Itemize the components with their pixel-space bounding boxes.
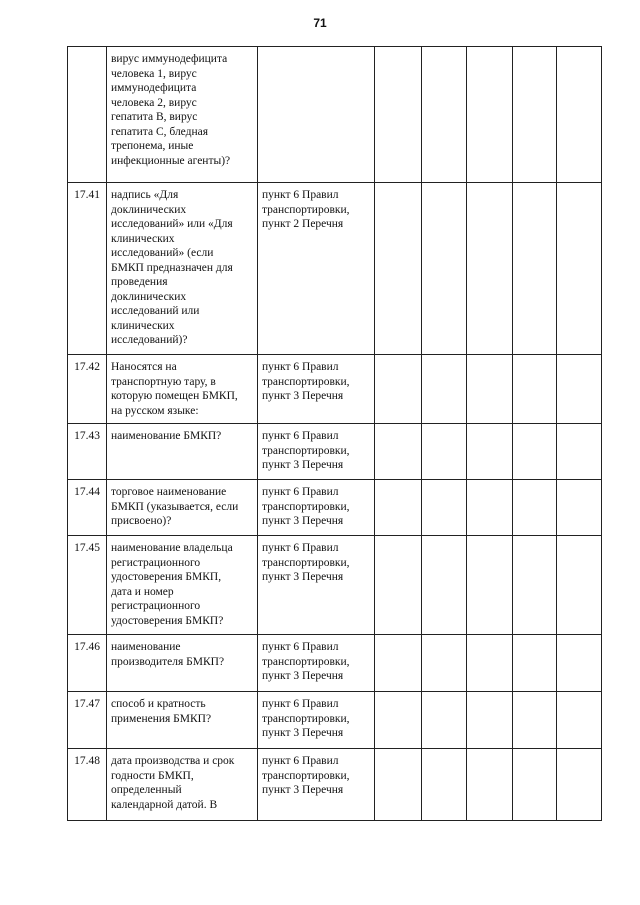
- answer-yes-cell[interactable]: [375, 635, 422, 692]
- answer-na-cell[interactable]: [467, 424, 513, 480]
- answer-no-cell[interactable]: [422, 536, 467, 635]
- note-cell[interactable]: [513, 47, 557, 183]
- comment-cell[interactable]: [557, 749, 602, 821]
- item-reference: пункт 6 Правил транспортировки, пункт 3 Перечня: [258, 536, 375, 635]
- table-row: [68, 355, 602, 424]
- item-number: 17.42: [68, 355, 107, 424]
- answer-yes-cell[interactable]: [375, 536, 422, 635]
- note-cell[interactable]: [513, 749, 557, 821]
- item-number: [68, 47, 107, 183]
- item-question: вирус иммунодефицита человека 1, вирус иммунодефицита человека 2, вирус гепатита В, вирус гепатита С, бледная трепонема, иные инфекционные агенты)?: [107, 47, 258, 183]
- answer-no-cell[interactable]: [422, 355, 467, 424]
- item-reference: пункт 6 Правил транспортировки, пункт 3 Перечня: [258, 692, 375, 749]
- table-row: [68, 749, 602, 821]
- answer-yes-cell[interactable]: [375, 424, 422, 480]
- comment-cell[interactable]: [557, 424, 602, 480]
- table-row: [68, 692, 602, 749]
- answer-yes-cell[interactable]: [375, 480, 422, 536]
- item-question: торговое наименование БМКП (указывается, если присвоено)?: [107, 480, 258, 536]
- item-reference: пункт 6 Правил транспортировки, пункт 2 Перечня: [258, 183, 375, 355]
- item-number: 17.46: [68, 635, 107, 692]
- table-row: [68, 635, 602, 692]
- table-row: [68, 536, 602, 635]
- checklist-table: [67, 46, 602, 821]
- table-row: [68, 183, 602, 355]
- answer-na-cell[interactable]: [467, 355, 513, 424]
- answer-yes-cell[interactable]: [375, 47, 422, 183]
- note-cell[interactable]: [513, 635, 557, 692]
- answer-na-cell[interactable]: [467, 692, 513, 749]
- item-question: наименование производителя БМКП?: [107, 635, 258, 692]
- answer-na-cell[interactable]: [467, 635, 513, 692]
- answer-na-cell[interactable]: [467, 536, 513, 635]
- item-number: 17.44: [68, 480, 107, 536]
- item-number: 17.47: [68, 692, 107, 749]
- comment-cell[interactable]: [557, 692, 602, 749]
- answer-no-cell[interactable]: [422, 47, 467, 183]
- comment-cell[interactable]: [557, 183, 602, 355]
- item-reference: пункт 6 Правил транспортировки, пункт 3 Перечня: [258, 355, 375, 424]
- comment-cell[interactable]: [557, 47, 602, 183]
- comment-cell[interactable]: [557, 355, 602, 424]
- answer-yes-cell[interactable]: [375, 692, 422, 749]
- item-reference: [258, 47, 375, 183]
- item-reference: пункт 6 Правил транспортировки, пункт 3 Перечня: [258, 635, 375, 692]
- answer-na-cell[interactable]: [467, 183, 513, 355]
- item-number: 17.48: [68, 749, 107, 821]
- note-cell[interactable]: [513, 692, 557, 749]
- page-number: 71: [313, 16, 327, 30]
- item-question: наименование БМКП?: [107, 424, 258, 480]
- item-question: способ и кратность применения БМКП?: [107, 692, 258, 749]
- answer-yes-cell[interactable]: [375, 749, 422, 821]
- answer-na-cell[interactable]: [467, 749, 513, 821]
- item-question: надпись «Для доклинических исследований» или «Для клинических исследований» (если БМКП предназначен для проведения доклинических исследований или клинических исследований)?: [107, 183, 258, 355]
- note-cell[interactable]: [513, 424, 557, 480]
- table-row: [68, 424, 602, 480]
- table-row: [68, 480, 602, 536]
- comment-cell[interactable]: [557, 635, 602, 692]
- item-question: Наносятся на транспортную тару, в которую помещен БМКП, на русском языке:: [107, 355, 258, 424]
- item-reference: пункт 6 Правил транспортировки, пункт 3 Перечня: [258, 749, 375, 821]
- item-number: 17.45: [68, 536, 107, 635]
- answer-no-cell[interactable]: [422, 183, 467, 355]
- comment-cell[interactable]: [557, 536, 602, 635]
- comment-cell[interactable]: [557, 480, 602, 536]
- answer-no-cell[interactable]: [422, 749, 467, 821]
- answer-yes-cell[interactable]: [375, 183, 422, 355]
- item-question: наименование владельца регистрационного удостоверения БМКП, дата и номер регистрационного удостоверения БМКП?: [107, 536, 258, 635]
- answer-no-cell[interactable]: [422, 424, 467, 480]
- answer-no-cell[interactable]: [422, 480, 467, 536]
- note-cell[interactable]: [513, 480, 557, 536]
- answer-na-cell[interactable]: [467, 47, 513, 183]
- answer-na-cell[interactable]: [467, 480, 513, 536]
- answer-no-cell[interactable]: [422, 692, 467, 749]
- item-number: 17.43: [68, 424, 107, 480]
- note-cell[interactable]: [513, 183, 557, 355]
- item-question: дата производства и срок годности БМКП, определенный календарной датой. В: [107, 749, 258, 821]
- answer-yes-cell[interactable]: [375, 355, 422, 424]
- item-reference: пункт 6 Правил транспортировки, пункт 3 Перечня: [258, 424, 375, 480]
- item-number: 17.41: [68, 183, 107, 355]
- note-cell[interactable]: [513, 536, 557, 635]
- table-row: [68, 47, 602, 183]
- answer-no-cell[interactable]: [422, 635, 467, 692]
- item-reference: пункт 6 Правил транспортировки, пункт 3 Перечня: [258, 480, 375, 536]
- note-cell[interactable]: [513, 355, 557, 424]
